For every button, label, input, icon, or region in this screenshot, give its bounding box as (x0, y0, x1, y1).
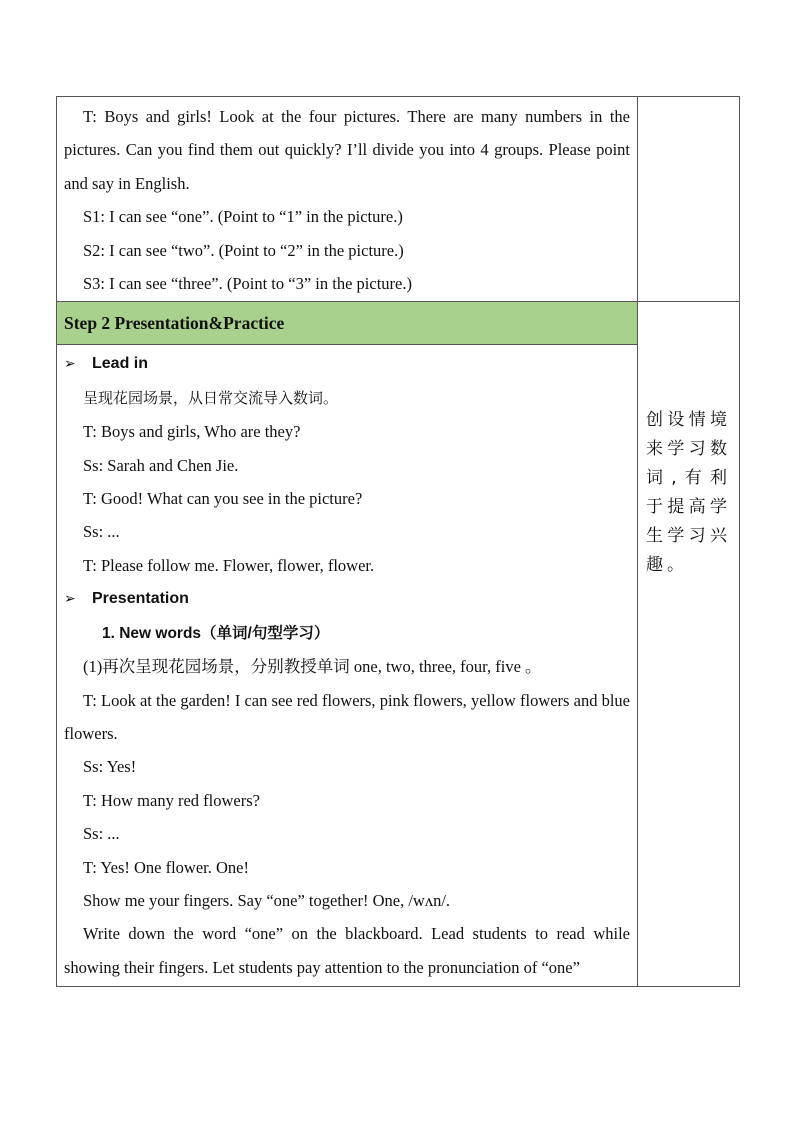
lesson-plan-table (56, 96, 740, 987)
arrow-bullet-icon: ➢ (64, 356, 76, 373)
top-side-cell (638, 97, 740, 302)
table-row (57, 302, 740, 987)
step2-main-cell (57, 302, 638, 987)
dialogue-line: S3: I can see “three”. (Point to “3” in the picture.) (83, 274, 412, 294)
lead-in-heading (64, 347, 630, 381)
lead-in-line: Ss: Sarah and Chen Jie. (83, 455, 239, 475)
dialogue-line: S1: I can see “one”. (Point to “1” in the picture.) (83, 207, 403, 227)
presentation-line: Ss: Yes! (83, 757, 137, 777)
presentation-line: Write down the word “one” on the blackboard. Lead students to read while showing their fingers. Let students pay attention to the pronunciation of “one” (64, 924, 630, 977)
lead-in-title: Lead in (92, 355, 149, 373)
dialogue-paragraph: T: Boys and girls! Look at the four pictures. There are many numbers in the pictures. Can you find them out quickly? I’ll divide you into 4 groups. Please point and say in English. (64, 107, 630, 193)
step2-side-cell (638, 302, 740, 987)
arrow-bullet-icon: ➢ (64, 591, 76, 608)
presentation-line: T: Yes! One flower. One! (83, 857, 249, 877)
presentation-title: Presentation (92, 590, 189, 608)
presentation-line: Ss: ... (83, 824, 120, 844)
presentation-heading (64, 582, 630, 616)
presentation-line: T: How many red flowers? (83, 790, 260, 810)
lead-in-line: Ss: ... (83, 522, 120, 542)
lead-in-line: T: Please follow me. Flower, flower, flower. (83, 555, 375, 575)
dialogue-line: S2: I can see “two”. (Point to “2” in the picture.) (83, 240, 404, 260)
design-intent-note: 创设情境来学习数词,有利于提高学生学习兴趣。 (646, 410, 731, 576)
table-row (57, 97, 740, 302)
presentation-line: (1)再次呈现花园场景，分别教授单词 one, two, three, four, five 。 (83, 657, 542, 677)
lead-in-line: T: Good! What can you see in the picture? (83, 489, 363, 509)
presentation-line: Show me your fingers. Say “one” together! One, /wʌn/. (83, 890, 451, 910)
presentation-line: T: Look at the garden! I can see red flowers, pink flowers, yellow flowers and blue flowers. (64, 690, 630, 743)
step-heading: Step 2 Presentation&Practice (57, 302, 637, 344)
top-main-cell (57, 97, 638, 302)
lead-in-line: 呈现花园场景，从日常交流导入数词。 (83, 388, 339, 407)
new-words-subheading: 1. New words（单词/句型学习） (102, 624, 330, 642)
lead-in-line: T: Boys and girls, Who are they? (83, 422, 301, 442)
